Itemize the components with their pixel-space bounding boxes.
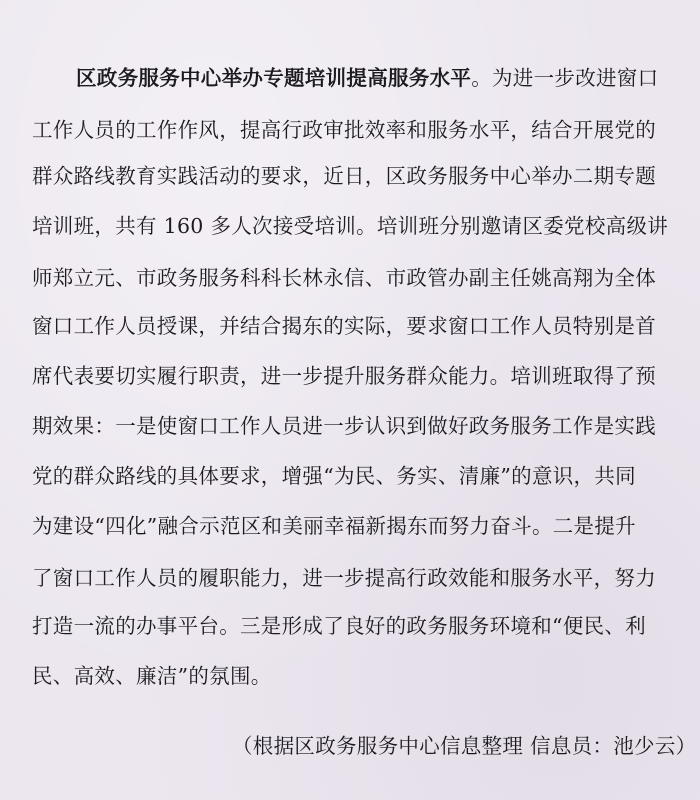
article-line-8: 期效果：一是使窗口工作人员进一步认识到做好政务服务工作是实践	[32, 414, 656, 438]
article-line-6: 窗口工作人员授课，并结合揭东的实际，要求窗口工作人员特别是首	[32, 314, 656, 338]
article-line-11: 了窗口工作人员的履职能力，进一步提高行政效能和服务水平，努力	[32, 566, 656, 590]
bleed-through-text	[0, 0, 700, 30]
article-line-9: 党的群众路线的具体要求，增强“为民、务实、清廉”的意识，共同	[32, 464, 636, 488]
article-line-2: 工作人员的工作作风，提高行政审批效率和服务水平，结合开展党的	[32, 118, 656, 142]
article-line-4: 培训班，共有 160 多人次接受培训。培训班分别邀请区委党校高级讲	[32, 214, 669, 238]
article-line-1: 。为进一步改进窗口	[471, 66, 659, 90]
article-line-12: 打造一流的办事平台。三是形成了良好的政务服务环境和“便民、利	[32, 614, 646, 638]
article-line-13: 民、高效、廉洁”的氛围。	[32, 664, 272, 688]
article-line-3: 群众路线教育实践活动的要求，近日，区政务服务中心举办二期专题	[32, 164, 656, 188]
article-headline: 区政务服务中心举办专题培训提高服务水平	[76, 66, 472, 90]
article-line-10: 为建设“四化”融合示范区和美丽幸福新揭东而努力奋斗。二是提升	[32, 514, 636, 538]
article-signature: （根据区政务服务中心信息整理 信息员：池少云）	[232, 734, 697, 758]
article-line-7: 席代表要切实履行职责，进一步提升服务群众能力。培训班取得了预	[32, 364, 656, 388]
article-first-line	[76, 64, 658, 92]
article-line-5: 师郑立元、市政务服务科科长林永信、市政管办副主任姚高翔为全体	[32, 266, 656, 290]
